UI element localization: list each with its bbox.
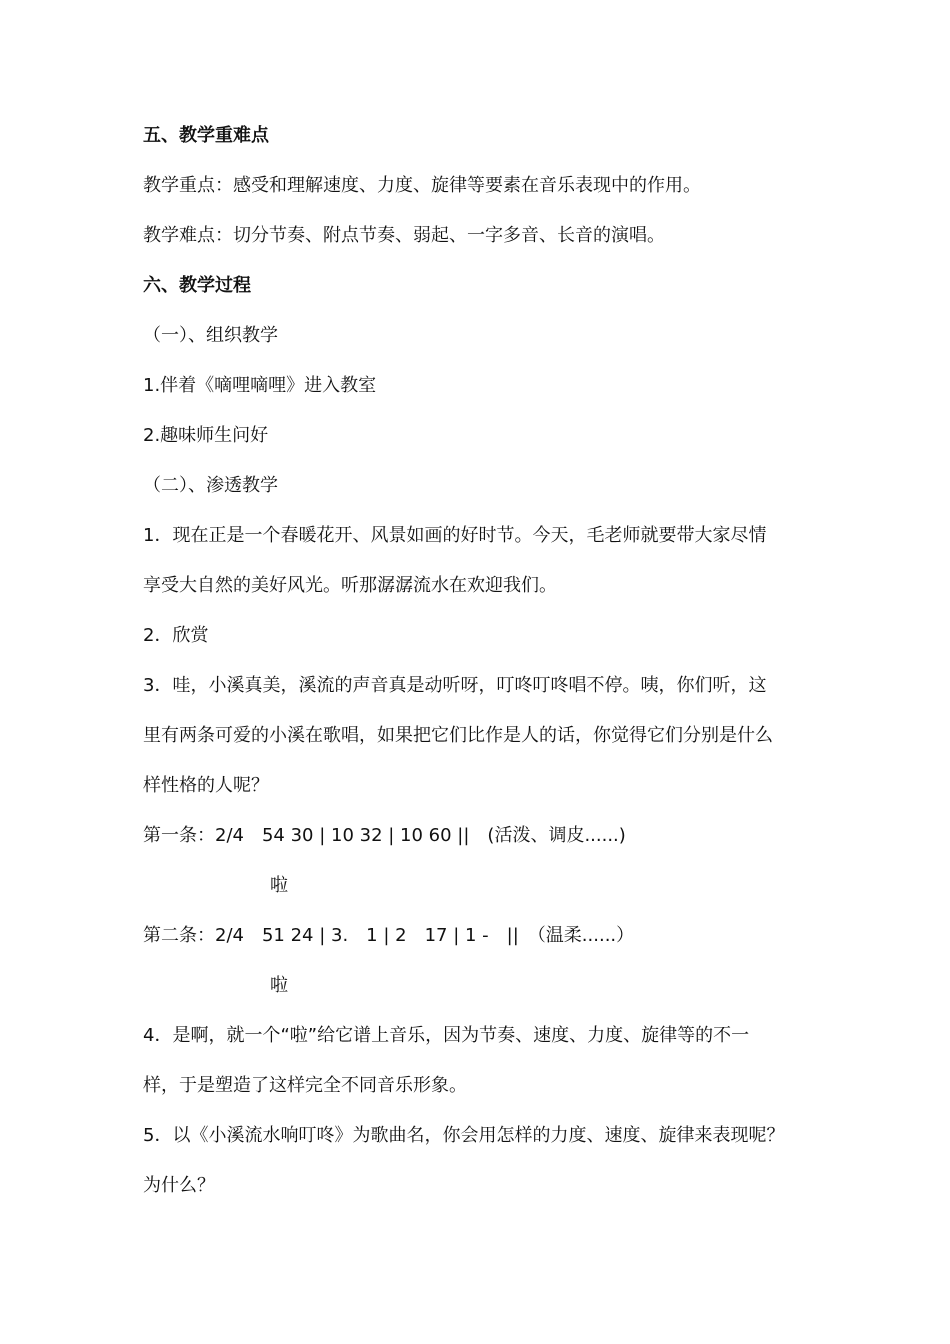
paragraph-line: 4．是啊，就一个“啦”给它谱上音乐，因为节奏、速度、力度、旋律等的不一 [143, 1025, 750, 1046]
paragraph-teaching-difficulty: 教学难点：切分节奏、附点节奏、弱起、一字多音、长音的演唱。 [143, 225, 665, 246]
subheading-infiltration-teaching: （二）、渗透教学 [143, 475, 278, 496]
section-heading-key-points: 五、教学重难点 [143, 125, 269, 146]
notation-line-first: 第一条：2/4 54 30 | 10 32 | 10 60 || (活泼、调皮......) [143, 825, 626, 846]
paragraph-line: 3．哇，小溪真美，溪流的声音真是动听呀，叮咚叮咚唱不停。咦，你们听，这 [143, 675, 767, 696]
section-heading-teaching-process: 六、教学过程 [143, 275, 251, 296]
paragraph-line: 为什么？ [143, 1175, 215, 1196]
paragraph-line: 里有两条可爱的小溪在歌唱，如果把它们比作是人的话，你觉得它们分别是什么 [143, 725, 773, 746]
paragraph-teaching-focus: 教学重点：感受和理解速度、力度、旋律等要素在音乐表现中的作用。 [143, 175, 701, 196]
notation-line-second: 第二条：2/4 51 24 | 3. 1 | 2 17 | 1 - || （温柔......） [143, 925, 635, 946]
list-item-appreciation: 2．欣赏 [143, 625, 209, 646]
paragraph-line: 样性格的人呢？ [143, 775, 269, 796]
paragraph-line: 1．现在正是一个春暖花开、风景如画的好时节。今天，毛老师就要带大家尽情 [143, 525, 767, 546]
paragraph-line: 样，于是塑造了这样完全不同音乐形象。 [143, 1075, 467, 1096]
lyric-la-second: 啦 [270, 975, 288, 996]
paragraph-line: 享受大自然的美好风光。听那潺潺流水在欢迎我们。 [143, 575, 557, 596]
list-item-enter-classroom: 1.伴着《嘀哩嘀哩》进入教室 [143, 375, 377, 396]
subheading-organize-teaching: （一）、组织教学 [143, 325, 278, 346]
lyric-la-first: 啦 [270, 875, 288, 896]
paragraph-line: 5．以《小溪流水响叮咚》为歌曲名，你会用怎样的力度、速度、旋律来表现呢？ [143, 1125, 785, 1146]
list-item-greeting: 2.趣味师生问好 [143, 425, 269, 446]
